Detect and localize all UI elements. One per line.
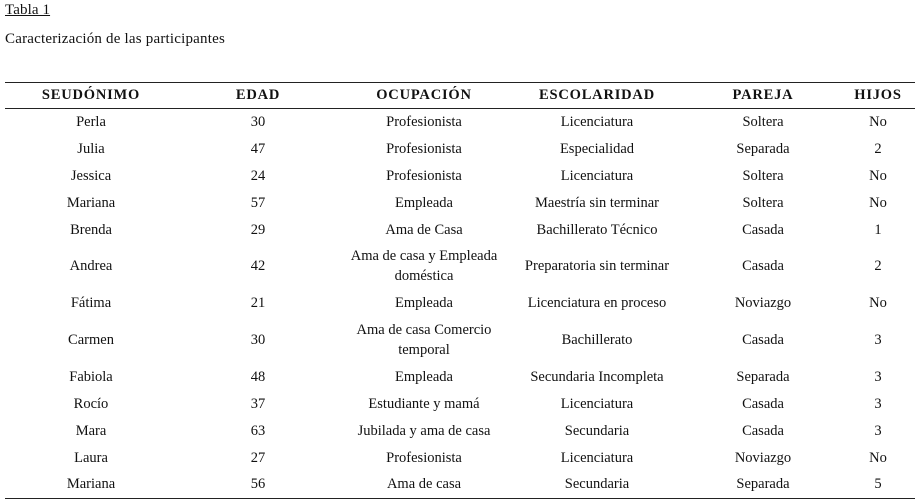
- cell-ocupacion: Profesionista: [386, 114, 462, 131]
- table-row: [5, 444, 915, 471]
- cell-hijos: 3: [874, 395, 882, 412]
- table-row: [5, 163, 915, 190]
- header-edad: EDAD: [177, 83, 339, 109]
- cell-escolaridad: Licenciatura: [560, 395, 634, 412]
- header-escolaridad: ESCOLARIDAD: [509, 83, 685, 109]
- cell-ocupacion: Empleada: [395, 369, 453, 386]
- table-row: [5, 243, 915, 290]
- header-hijos: HIJOS: [841, 83, 915, 109]
- table-row: [5, 136, 915, 163]
- cell-seudonimo: Fátima: [70, 295, 112, 312]
- cell-escolaridad: Especialidad: [559, 141, 635, 158]
- cell-escolaridad: Preparatoria sin terminar: [524, 258, 670, 275]
- cell-ocupacion: Jubilada y ama de casa: [357, 422, 491, 439]
- cell-seudonimo: Brenda: [70, 221, 112, 238]
- cell-escolaridad: Licenciatura: [560, 167, 634, 184]
- cell-edad: 30: [250, 114, 266, 131]
- table-header-row: [5, 83, 915, 109]
- cell-hijos: 3: [874, 332, 882, 349]
- cell-escolaridad: Licenciatura: [560, 114, 634, 131]
- table-number-label: Tabla 1: [5, 2, 51, 18]
- cell-pareja: Separada: [685, 471, 841, 498]
- cell-edad: 37: [250, 395, 266, 412]
- table-row: [5, 109, 915, 136]
- cell-escolaridad: Licenciatura: [560, 449, 634, 466]
- table-row: [5, 391, 915, 418]
- cell-pareja: Casada: [742, 395, 784, 412]
- cell-seudonimo: Perla: [76, 114, 106, 131]
- header-seudonimo: SEUDÓNIMO: [5, 83, 177, 109]
- cell-escolaridad: Secundaria: [509, 471, 685, 498]
- cell-ocupacion: Ama de casa y Empleada doméstica: [350, 248, 498, 285]
- cell-edad: 48: [250, 369, 266, 386]
- cell-hijos: 2: [874, 258, 882, 275]
- cell-escolaridad: Secundaria Incompleta: [530, 369, 664, 386]
- cell-edad: 27: [250, 449, 266, 466]
- cell-seudonimo: Andrea: [69, 258, 113, 275]
- cell-edad: 29: [250, 221, 266, 238]
- cell-ocupacion: Profesionista: [386, 167, 462, 184]
- cell-pareja: Soltera: [742, 194, 784, 211]
- cell-seudonimo: Jessica: [70, 167, 112, 184]
- header-pareja: PAREJA: [685, 83, 841, 109]
- table-row: [5, 317, 915, 364]
- cell-pareja: Casada: [742, 332, 784, 349]
- table-row: [5, 189, 915, 216]
- cell-edad: 63: [250, 422, 266, 439]
- cell-ocupacion: Ama de casa Comercio temporal: [356, 322, 492, 359]
- cell-pareja: Soltera: [742, 114, 784, 131]
- table-caption: Caracterización de las participantes: [5, 31, 226, 47]
- cell-pareja: Casada: [742, 422, 784, 439]
- cell-escolaridad: Licenciatura en proceso: [527, 295, 667, 312]
- cell-seudonimo: Rocío: [73, 395, 109, 412]
- header-ocupacion: OCUPACIÓN: [339, 83, 509, 109]
- cell-seudonimo: Mara: [75, 422, 107, 439]
- cell-pareja: Separada: [736, 369, 790, 386]
- cell-pareja: Casada: [742, 258, 784, 275]
- cell-hijos: No: [869, 194, 887, 211]
- cell-hijos: No: [869, 295, 887, 312]
- table-row: [5, 364, 915, 391]
- cell-hijos: 5: [841, 471, 915, 498]
- cell-hijos: 3: [874, 422, 882, 439]
- participants-table: [5, 82, 915, 499]
- cell-seudonimo: Julia: [77, 141, 105, 158]
- cell-edad: 56: [177, 471, 339, 498]
- cell-pareja: Noviazgo: [734, 295, 792, 312]
- cell-pareja: Casada: [742, 221, 784, 238]
- cell-pareja: Soltera: [742, 167, 784, 184]
- cell-seudonimo: Fabiola: [69, 369, 113, 386]
- cell-escolaridad: Bachillerato Técnico: [536, 221, 658, 238]
- cell-hijos: 1: [874, 221, 882, 238]
- table-row: [5, 216, 915, 243]
- cell-seudonimo: Laura: [74, 449, 108, 466]
- cell-ocupacion: Estudiante y mamá: [368, 395, 480, 412]
- cell-ocupacion: Empleada: [395, 194, 453, 211]
- cell-seudonimo: Carmen: [68, 332, 114, 349]
- cell-seudonimo: Mariana: [5, 471, 177, 498]
- cell-hijos: No: [869, 167, 887, 184]
- cell-escolaridad: Secundaria: [564, 422, 630, 439]
- cell-ocupacion: Profesionista: [386, 141, 462, 158]
- cell-edad: 21: [250, 295, 266, 312]
- cell-hijos: No: [869, 114, 887, 131]
- table-row: [5, 417, 915, 444]
- cell-ocupacion: Profesionista: [386, 449, 462, 466]
- cell-escolaridad: Maestría sin terminar: [534, 194, 659, 211]
- cell-ocupacion: Ama de Casa: [385, 221, 463, 238]
- cell-ocupacion: Ama de casa: [339, 471, 509, 498]
- cell-ocupacion: Empleada: [395, 295, 453, 312]
- table-row: [5, 290, 915, 317]
- cell-edad: 57: [250, 194, 266, 211]
- cell-edad: 24: [250, 167, 266, 184]
- cell-escolaridad: Bachillerato: [561, 332, 633, 349]
- cell-hijos: No: [869, 449, 887, 466]
- cell-edad: 30: [250, 332, 266, 349]
- cell-edad: 42: [250, 258, 266, 275]
- cell-pareja: Noviazgo: [734, 449, 792, 466]
- cell-hijos: 2: [874, 141, 882, 158]
- cell-seudonimo: Mariana: [66, 194, 116, 211]
- cell-hijos: 3: [874, 369, 882, 386]
- cell-edad: 47: [250, 141, 266, 158]
- table-row: [5, 471, 915, 498]
- cell-pareja: Separada: [736, 141, 790, 158]
